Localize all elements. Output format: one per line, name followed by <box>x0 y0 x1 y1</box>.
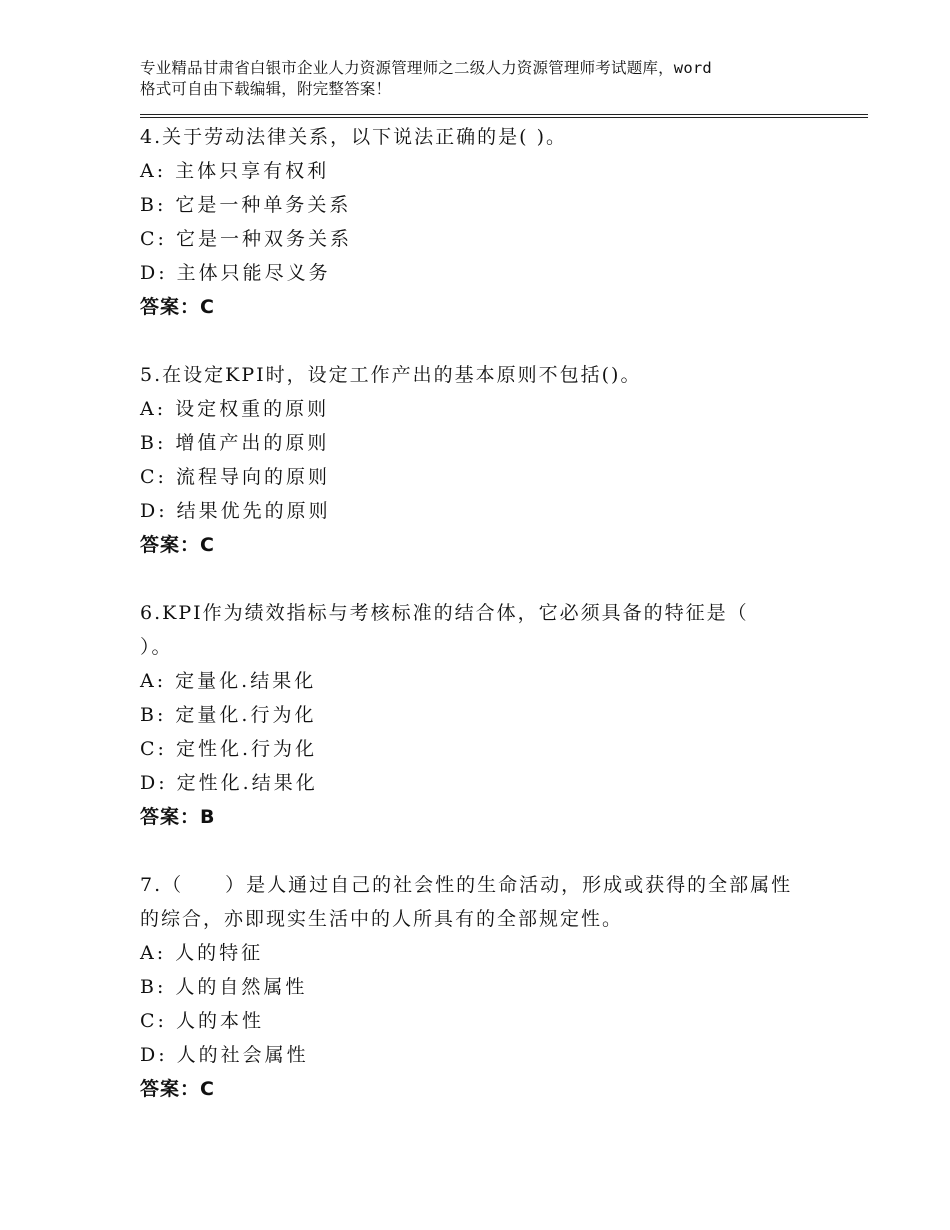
answer-line: 答案：C <box>140 296 215 318</box>
question-spacer <box>140 324 868 358</box>
option-c: C: 定性化.行为化 <box>140 738 318 760</box>
question-6 <box>140 596 868 834</box>
question-4 <box>140 120 868 324</box>
question-stem: 7.（ ）是人通过自己的社会性的生命活动，形成或获得的全部属性的综合，亦即现实生活中的人所具有的全部规定性。 <box>140 874 793 930</box>
header-divider <box>140 114 868 118</box>
option-c: C: 人的本性 <box>140 1010 264 1032</box>
option-a: A: 主体只享有权利 <box>140 160 330 182</box>
option-d: D: 人的社会属性 <box>140 1044 309 1066</box>
option-b: B: 定量化.行为化 <box>140 704 317 726</box>
answer-line: 答案：B <box>140 806 216 828</box>
question-5 <box>140 358 868 562</box>
question-stem: 6.KPI作为绩效指标与考核标准的结合体，它必须具备的特征是（ ）。 <box>140 602 749 658</box>
header-line-1: 专业精品甘肃省白银市企业人力资源管理师之二级人力资源管理师考试题库，word <box>140 59 712 77</box>
question-spacer <box>140 834 868 868</box>
document-page <box>140 58 868 1106</box>
option-a: A: 定量化.结果化 <box>140 670 317 692</box>
question-stem: 5.在设定KPI时，设定工作产出的基本原则不包括()。 <box>140 364 642 386</box>
option-d: D: 定性化.结果化 <box>140 772 318 794</box>
option-b: B: 人的自然属性 <box>140 976 308 998</box>
question-stem: 4.关于劳动法律关系，以下说法正确的是( )。 <box>140 126 567 148</box>
document-header <box>140 58 868 100</box>
option-b: B: 增值产出的原则 <box>140 432 330 454</box>
option-c: C: 它是一种双务关系 <box>140 228 352 250</box>
option-b: B: 它是一种单务关系 <box>140 194 352 216</box>
option-c: C: 流程导向的原则 <box>140 466 330 488</box>
option-a: A: 设定权重的原则 <box>140 398 330 420</box>
option-a: A: 人的特征 <box>140 942 264 964</box>
question-7 <box>140 868 868 1106</box>
answer-line: 答案：C <box>140 534 215 556</box>
option-d: D: 结果优先的原则 <box>140 500 331 522</box>
question-spacer <box>140 562 868 596</box>
header-line-2: 格式可自由下载编辑，附完整答案！ <box>140 80 392 98</box>
answer-line: 答案：C <box>140 1078 215 1100</box>
option-d: D: 主体只能尽义务 <box>140 262 331 284</box>
